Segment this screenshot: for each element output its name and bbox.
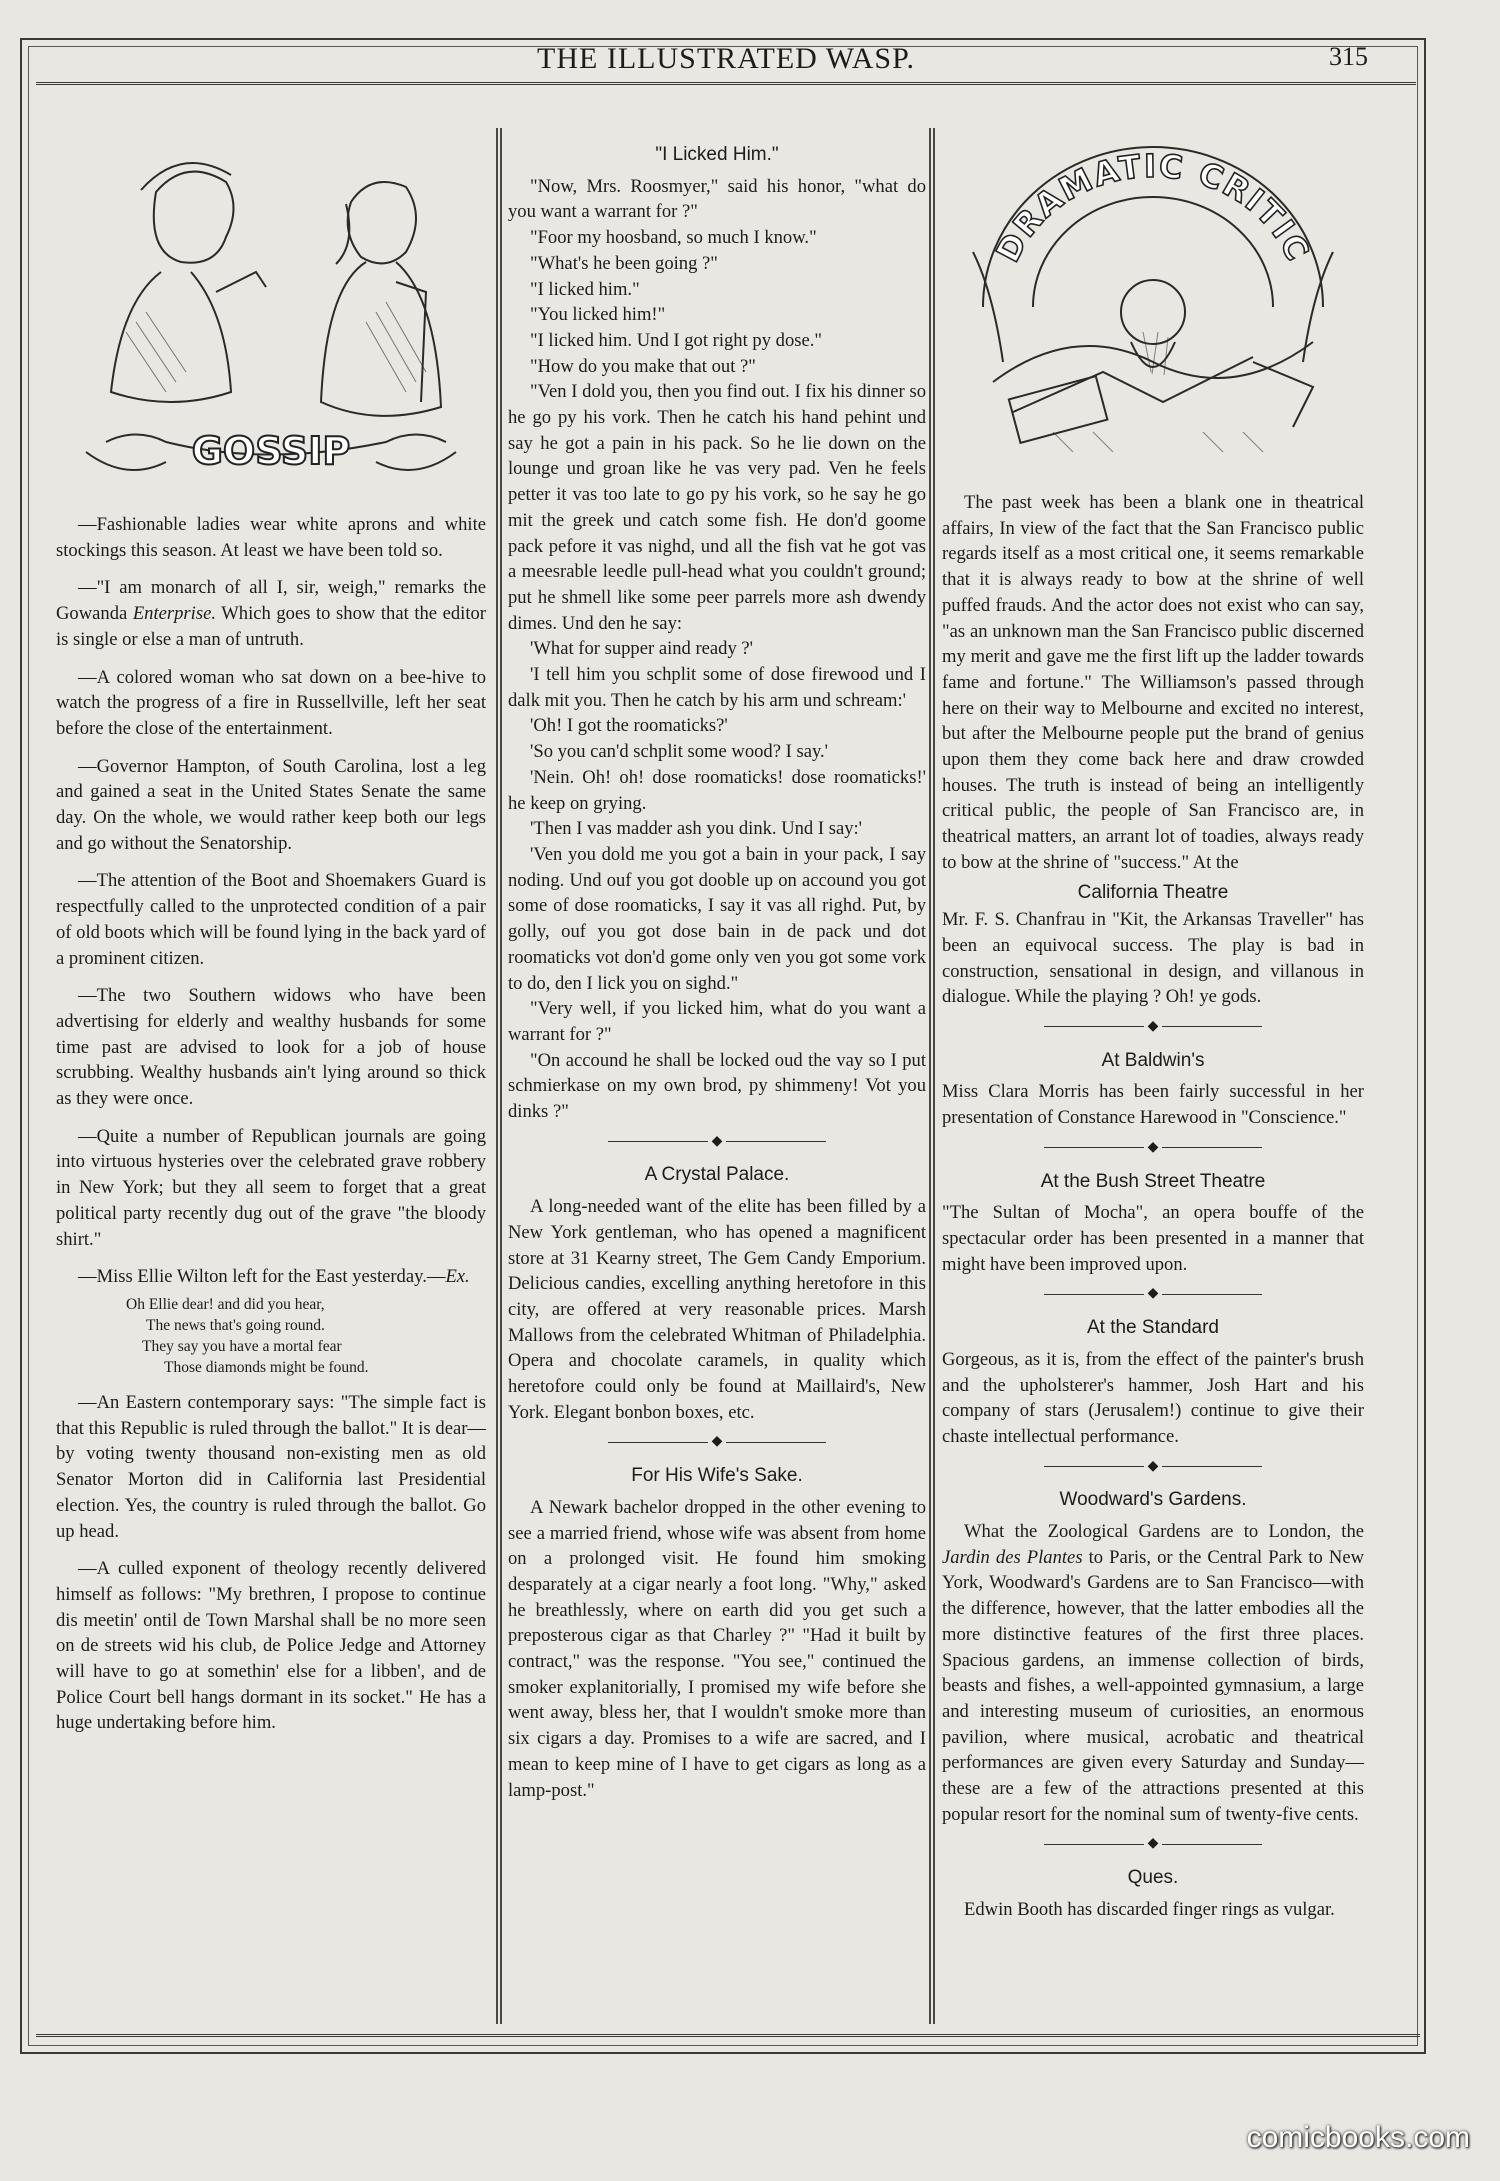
poem (56, 1294, 486, 1378)
gossip-art-title: GOSSIP (191, 429, 351, 473)
paragraph: —Quite a number of Republican journals are going into virtuous hysteries over the celebrated grave robbery in New York; but they all seem to forget that a great political party recently dug out of the grave "the bloody shirt." (56, 1125, 486, 1250)
paragraph: Mr. F. S. Chanfrau in "Kit, the Arkansas Traveller" has been an equivocal success. The play is bad in construction, sensational in design, and villanous in dialogue. While the playing ? Oh! ye gods. (942, 909, 1364, 1008)
paragraph: —The two Southern widows who have been advertising for elderly and wealthy husbands for some time past are advised to look for a job of house scrubbing. Wealthy husbands ain't lying around so thick as they were once. (56, 985, 486, 1110)
section-heading: At the Bush Street Theatre (1040, 1170, 1266, 1192)
paragraph: "What's he been going ?" (530, 252, 718, 274)
column-divider (500, 128, 502, 2024)
paragraph: "I licked him. Und I got right py dose." (530, 329, 822, 351)
page-number: 315 (1329, 42, 1368, 71)
column-gossip (56, 132, 486, 1748)
paragraph: 'I tell him you schplit some of dose firewood und I dalk mit you. Then he catch by his arm und schream:' (508, 664, 926, 711)
paragraph: The past week has been a blank one in theatrical affairs, In view of the fact that the San Francisco public regards itself as a most critical one, it seems remarkable that it is always ready to bow at the shrine of well puffed frauds. And the actor does not exist who can say, "as an unknown man the San Francisco public discerned my merit and gave me the first lift up the ladder towards fame and fortune." The Williamson's passed through here on their way to Melbourne and excited no interest, but after the Melbourne people put the brand of genius upon them they come back here and draw crowded houses. The truth is instead of being an intelligently critical public, the people of San Francisco are, in theatrical matters, an arrant lot of toadies, always ready to bow at the shrine of "success." At the (942, 492, 1364, 873)
column-dramatic-critic (942, 132, 1364, 1935)
paragraph: Miss Clara Morris has been fairly successful in her presentation of Constance Harewood in "Conscience." (942, 1081, 1364, 1129)
column-divider (496, 128, 498, 2024)
paragraph: —A culled exponent of theology recently delivered himself as follows: "My brethren, I propose to continue dis meetin' ontil de Town Marshal shall be no more seen on de streets wid his club, de Police Jedge and Attorney will have to go at somethin' else for a libben', and de Police Court bell hangs dormant in its socket." He has a huge undertaking before him. (56, 1558, 486, 1734)
paragraph: "You licked him!" (530, 304, 666, 326)
paragraph: 'Nein. Oh! oh! dose roomaticks! dose roomaticks!' he keep on grying. (508, 766, 926, 814)
section-heading: Woodward's Gardens. (1059, 1489, 1247, 1511)
paragraph: —Fashionable ladies wear white aprons and white stockings this season. At least we have been told so. (56, 514, 486, 561)
section-separator: ◆ (508, 1129, 926, 1155)
section-heading: California Theatre (1077, 881, 1229, 903)
gossip-illustration (66, 132, 476, 504)
paragraph: 'Oh! I got the roomaticks?' (530, 715, 728, 737)
header-rule (36, 82, 1416, 85)
paragraph: "Very well, if you licked him, what do you want a warrant for ?" (508, 998, 926, 1045)
section-heading: Ques. (1127, 1867, 1179, 1889)
section-heading: At Baldwin's (1101, 1049, 1205, 1071)
column-divider (929, 128, 931, 2024)
section-separator: ◆ (942, 1014, 1364, 1040)
paragraph: "The Sultan of Mocha", an opera bouffe of the spectacular order has been presented in a manner that might have been improved upon. (942, 1202, 1364, 1275)
paragraph: 'Then I vas madder ash you dink. Und I say:' (530, 818, 863, 840)
poem-line: They say you have a mortal fear (142, 1337, 342, 1355)
paragraph: —The attention of the Boot and Shoemakers Guard is respectfully called to the unprotected condition of a pair of old boots which will be found lying in the back yard of a prominent citizen. (56, 870, 486, 969)
publication-title: THE ILLUSTRATED WASP. (537, 42, 915, 75)
section-separator: ◆ (508, 1429, 926, 1455)
section-separator: ◆ (942, 1831, 1364, 1857)
paragraph: —A colored woman who sat down on a bee-hive to watch the progress of a fire in Russellville, left her seat before the close of the entertainment. (56, 666, 486, 739)
paragraph: 'So you can'd schplit some wood? I say.' (530, 741, 829, 763)
masthead (36, 0, 1416, 80)
section-separator: ◆ (942, 1135, 1364, 1161)
paragraph: 'What for supper aind ready ?' (530, 638, 754, 660)
poem-line: Oh Ellie dear! and did you hear, (126, 1295, 325, 1313)
paragraph: —"I am monarch of all I, sir, weigh," remarks the Gowanda Enterprise. Which goes to show that the editor is single or else a man of untruth. (56, 577, 486, 650)
paragraph: —Governor Hampton, of South Carolina, lost a leg and gained a seat in the United States Senate the same day. On the whole, we would rather keep both our legs and go without the Senatorship. (56, 755, 486, 854)
svg-text:DRAMATIC CRITIC (989, 147, 1318, 268)
column-stories (508, 132, 926, 1815)
paragraph: —Miss Ellie Wilton left for the East yesterday.—Ex. (78, 1266, 470, 1288)
dramatic-critic-art-title: DRAMATIC CRITIC (988, 146, 1318, 269)
paragraph: A long-needed want of the elite has been filled by a New York gentleman, who has opened a magnificent store at 31 Kearny street, The Gem Candy Emporium. Delicious candies, excelling anything heretofore in this city, are offered at very reasonable prices. Marsh Mallows from the celebrated Whitman of Philadelphia. Opera and chocolate caramels, in quality which heretofore could only be found at Maillaird's, New York. Elegant bonbon boxes, etc. (508, 1196, 926, 1423)
paragraph: Edwin Booth has discarded finger rings as vulgar. (964, 1898, 1335, 1920)
paragraph: "Now, Mrs. Roosmyer," said his honor, "what do you want a warrant for ?" (508, 175, 926, 223)
poem-line: The news that's going round. (146, 1316, 325, 1334)
paragraph: Gorgeous, as it is, from the effect of the painter's brush and the upholsterer's hammer, Josh Hart and his company of stars (Jerusalem!) continue to give their chaste intellectual performance. (942, 1348, 1364, 1447)
poem-line: Those diamonds might be found. (164, 1358, 369, 1376)
section-heading: At the Standard (1086, 1317, 1220, 1339)
paragraph: "Ven I dold you, then you find out. I fix his dinner so he go py his vork. Then he catch his hand pehint und say he got a pain in his pack. So he lie down on the lounge und groan like he vas very pad. Ven he feels petter it vas too late to go py his vork, so he say he go mit the greek und catch some fish. He don'd goome pack pefore it vas nighd, und all the fish vat he got vas a meesrable leedle pull-head what you couldn't ground; put he shmell like some peer parrels more ash dwendy dimes. Und den he say: (508, 381, 926, 634)
paragraph: 'Ven you dold me you got a bain in your pack, I say noding. Und ouf you got dooble up on accound you got some of dose roomaticks, I say it vas all righd. Put, by golly, ouf you got dose bain in de pack und dot roomaticks vot don'd gome only ven you got some vork to do, den I lick you on sighd." (508, 843, 926, 994)
article-heading: "I Licked Him." (655, 144, 779, 165)
paragraph: "I licked him." (530, 278, 640, 300)
paragraph: "On accound he shall be locked oud the vay so I put schmierkase on my own brod, py shimmeny! Vot you dinks ?" (508, 1049, 926, 1123)
paragraph: A Newark bachelor dropped in the other evening to see a married friend, whose wife was absent from home on a prolonged visit. He found him smoking desparately at a cigar nearly a foot long. "Why," asked he breathlessly, where on earth did you get such a preposterous cigar as that Charley ?" "Had it built by contract," was the response. "You see," continued the smoker explanitorially, I promised my wife before she went away, bless her, that I wouldn't smoke more than six cigars a day. Promises to a wife are sacred, and I mean to keep mine of I have to get cigars as long as a lamp-post." (508, 1496, 926, 1801)
paragraph: "Foor my hoosband, so much I know." (530, 227, 817, 249)
article-heading: A Crystal Palace. (644, 1164, 790, 1186)
paragraph: "How do you make that out ?" (530, 355, 756, 377)
footer-rule (36, 2034, 1420, 2037)
dramatic-critic-illustration (953, 132, 1353, 482)
section-separator: ◆ (942, 1281, 1364, 1307)
paragraph: What the Zoological Gardens are to London, the Jardin des Plantes to Paris, or the Central Park to New York, Woodward's Gardens are to San Francisco—with the difference, however, that the latter embodies all the more distinctive features of the first three places. Spacious gardens, an immense collection of birds, beasts and fishes, a well-appointed gymnasium, a large and interesting museum of curiosities, an enormous pavilion, where musical, acrobatic and theatrical performances are given every Saturday and Sunday—these are a few of the attractions presented at this popular resort for the nominal sum of twenty-five cents. (942, 1521, 1364, 1825)
paragraph: —An Eastern contemporary says: "The simple fact is that this Republic is ruled through the ballot." It is dear—by voting twenty thousand non-existing men as old Senator Morton did in California last Presidential election. Yes, the country is ruled through the ballot. Go up head. (56, 1391, 486, 1542)
section-separator: ◆ (942, 1454, 1364, 1480)
column-divider (933, 128, 935, 2024)
article-heading: For His Wife's Sake. (631, 1465, 803, 1487)
watermark: comicbooks.com (1246, 2121, 1470, 2154)
